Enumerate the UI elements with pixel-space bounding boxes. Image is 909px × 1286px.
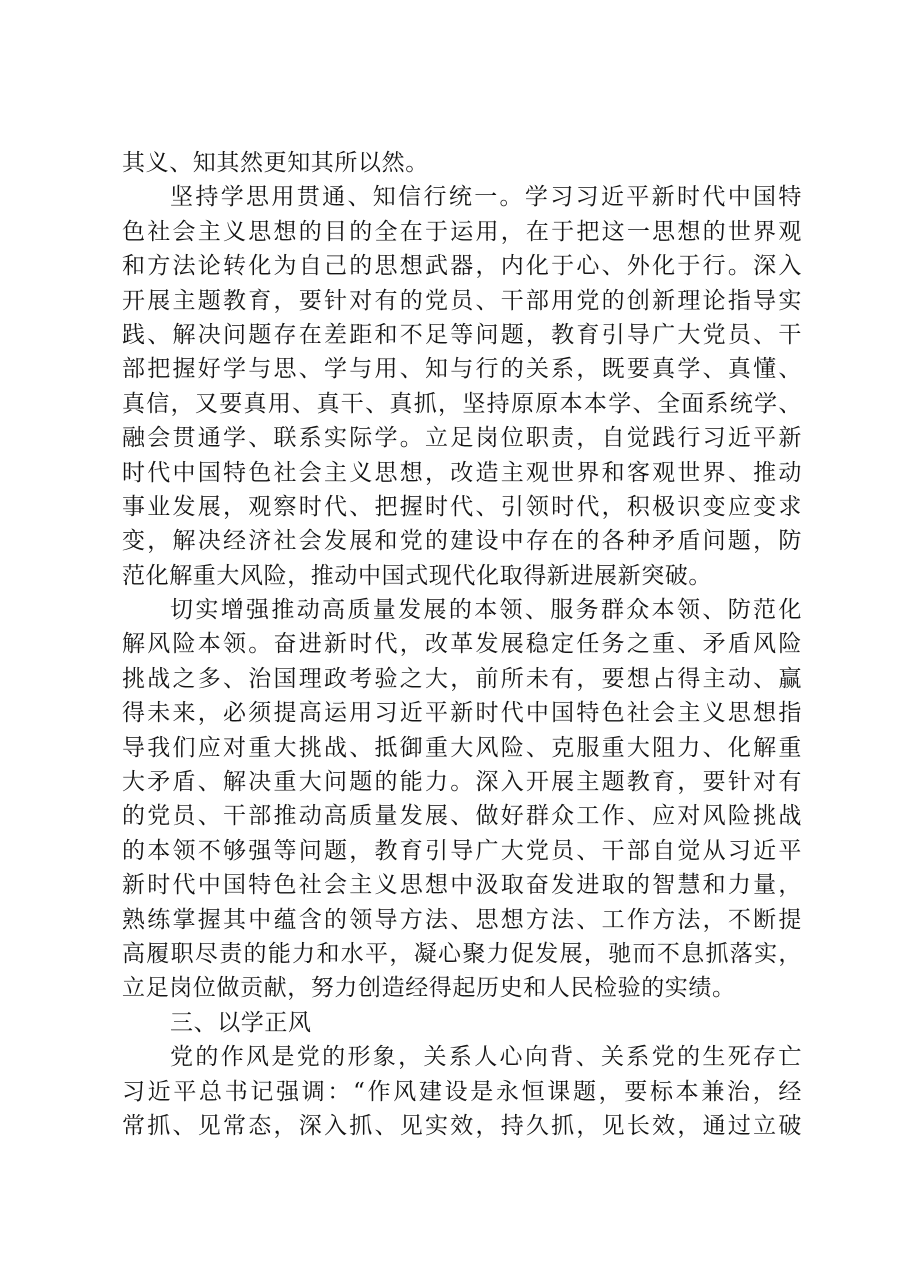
text-line: 践、解决问题存在差距和不足等问题，教育引导广大党员、干: [122, 321, 802, 348]
heading-line: 三、以学正风: [170, 1009, 312, 1036]
text-line: 部把握好学与思、学与用、知与行的关系，既要真学、真懂、: [122, 356, 802, 383]
document-page: [122, 146, 802, 1143]
text-line: 大矛盾、解决重大问题的能力。深入开展主题教育，要针对有: [122, 769, 802, 796]
text-line: 立足岗位做贡献，努力创造经得起历史和人民检验的实绩。: [122, 975, 736, 1002]
paragraph: [122, 593, 802, 1006]
section-heading: [122, 1006, 802, 1040]
text-line: 新时代中国特色社会主义思想中汲取奋发进取的智慧和力量，: [122, 872, 802, 899]
text-line: 解风险本领。奋进新时代，改革发展稳定任务之重、矛盾风险: [122, 631, 802, 658]
text-line: 色社会主义思想的目的全在于运用，在于把这一思想的世界观: [122, 218, 802, 245]
paragraph: [122, 180, 802, 593]
text-line: 党的作风是党的形象，关系人心向背、关系党的生死存亡: [170, 1044, 802, 1071]
text-line: 高履职尽责的能力和水平，凝心聚力促发展，驰而不息抓落实，: [122, 940, 802, 967]
text-line: 坚持学思用贯通、知信行统一。学习习近平新时代中国特: [170, 184, 802, 211]
paragraph: [122, 1040, 802, 1143]
text-line: 习近平总书记强调：“作风建设是永恒课题，要标本兼治，经: [122, 1078, 802, 1105]
text-line: 熟练掌握其中蕴含的领导方法、思想方法、工作方法，不断提: [122, 906, 802, 933]
text-line: 范化解重大风险，推动中国式现代化取得新进展新突破。: [122, 562, 712, 589]
paragraph: [122, 146, 802, 180]
text-line: 导我们应对重大挑战、抵御重大风险、克服重大阻力、化解重: [122, 734, 802, 761]
text-line: 其义、知其然更知其所以然。: [122, 150, 429, 176]
text-line: 挑战之多、治国理政考验之大，前所未有，要想占得主动、赢: [122, 665, 802, 692]
text-line: 事业发展，观察时代、把握时代、引领时代，积极识变应变求: [122, 493, 802, 520]
text-line: 变，解决经济社会发展和党的建设中存在的各种矛盾问题，防: [122, 528, 802, 555]
text-line: 时代中国特色社会主义思想，改造主观世界和客观世界、推动: [122, 459, 802, 486]
text-line: 融会贯通学、联系实际学。立足岗位职责，自觉践行习近平新: [122, 425, 802, 452]
text-line: 和方法论转化为自己的思想武器，内化于心、外化于行。深入: [122, 253, 802, 280]
text-line: 的党员、干部推动高质量发展、做好群众工作、应对风险挑战: [122, 803, 802, 830]
text-line: 的本领不够强等问题，教育引导广大党员、干部自觉从习近平: [122, 837, 802, 864]
text-line: 开展主题教育，要针对有的党员、干部用党的创新理论指导实: [122, 287, 802, 314]
text-line: 常抓、见常态，深入抓、见实效，持久抓，见长效，通过立破: [122, 1112, 802, 1139]
text-line: 真信，又要真用、真干、真抓，坚持原原本本学、全面系统学、: [122, 390, 802, 417]
text-line: 得未来，必须提高运用习近平新时代中国特色社会主义思想指: [122, 700, 802, 727]
text-line: 切实增强推动高质量发展的本领、服务群众本领、防范化: [170, 597, 802, 624]
